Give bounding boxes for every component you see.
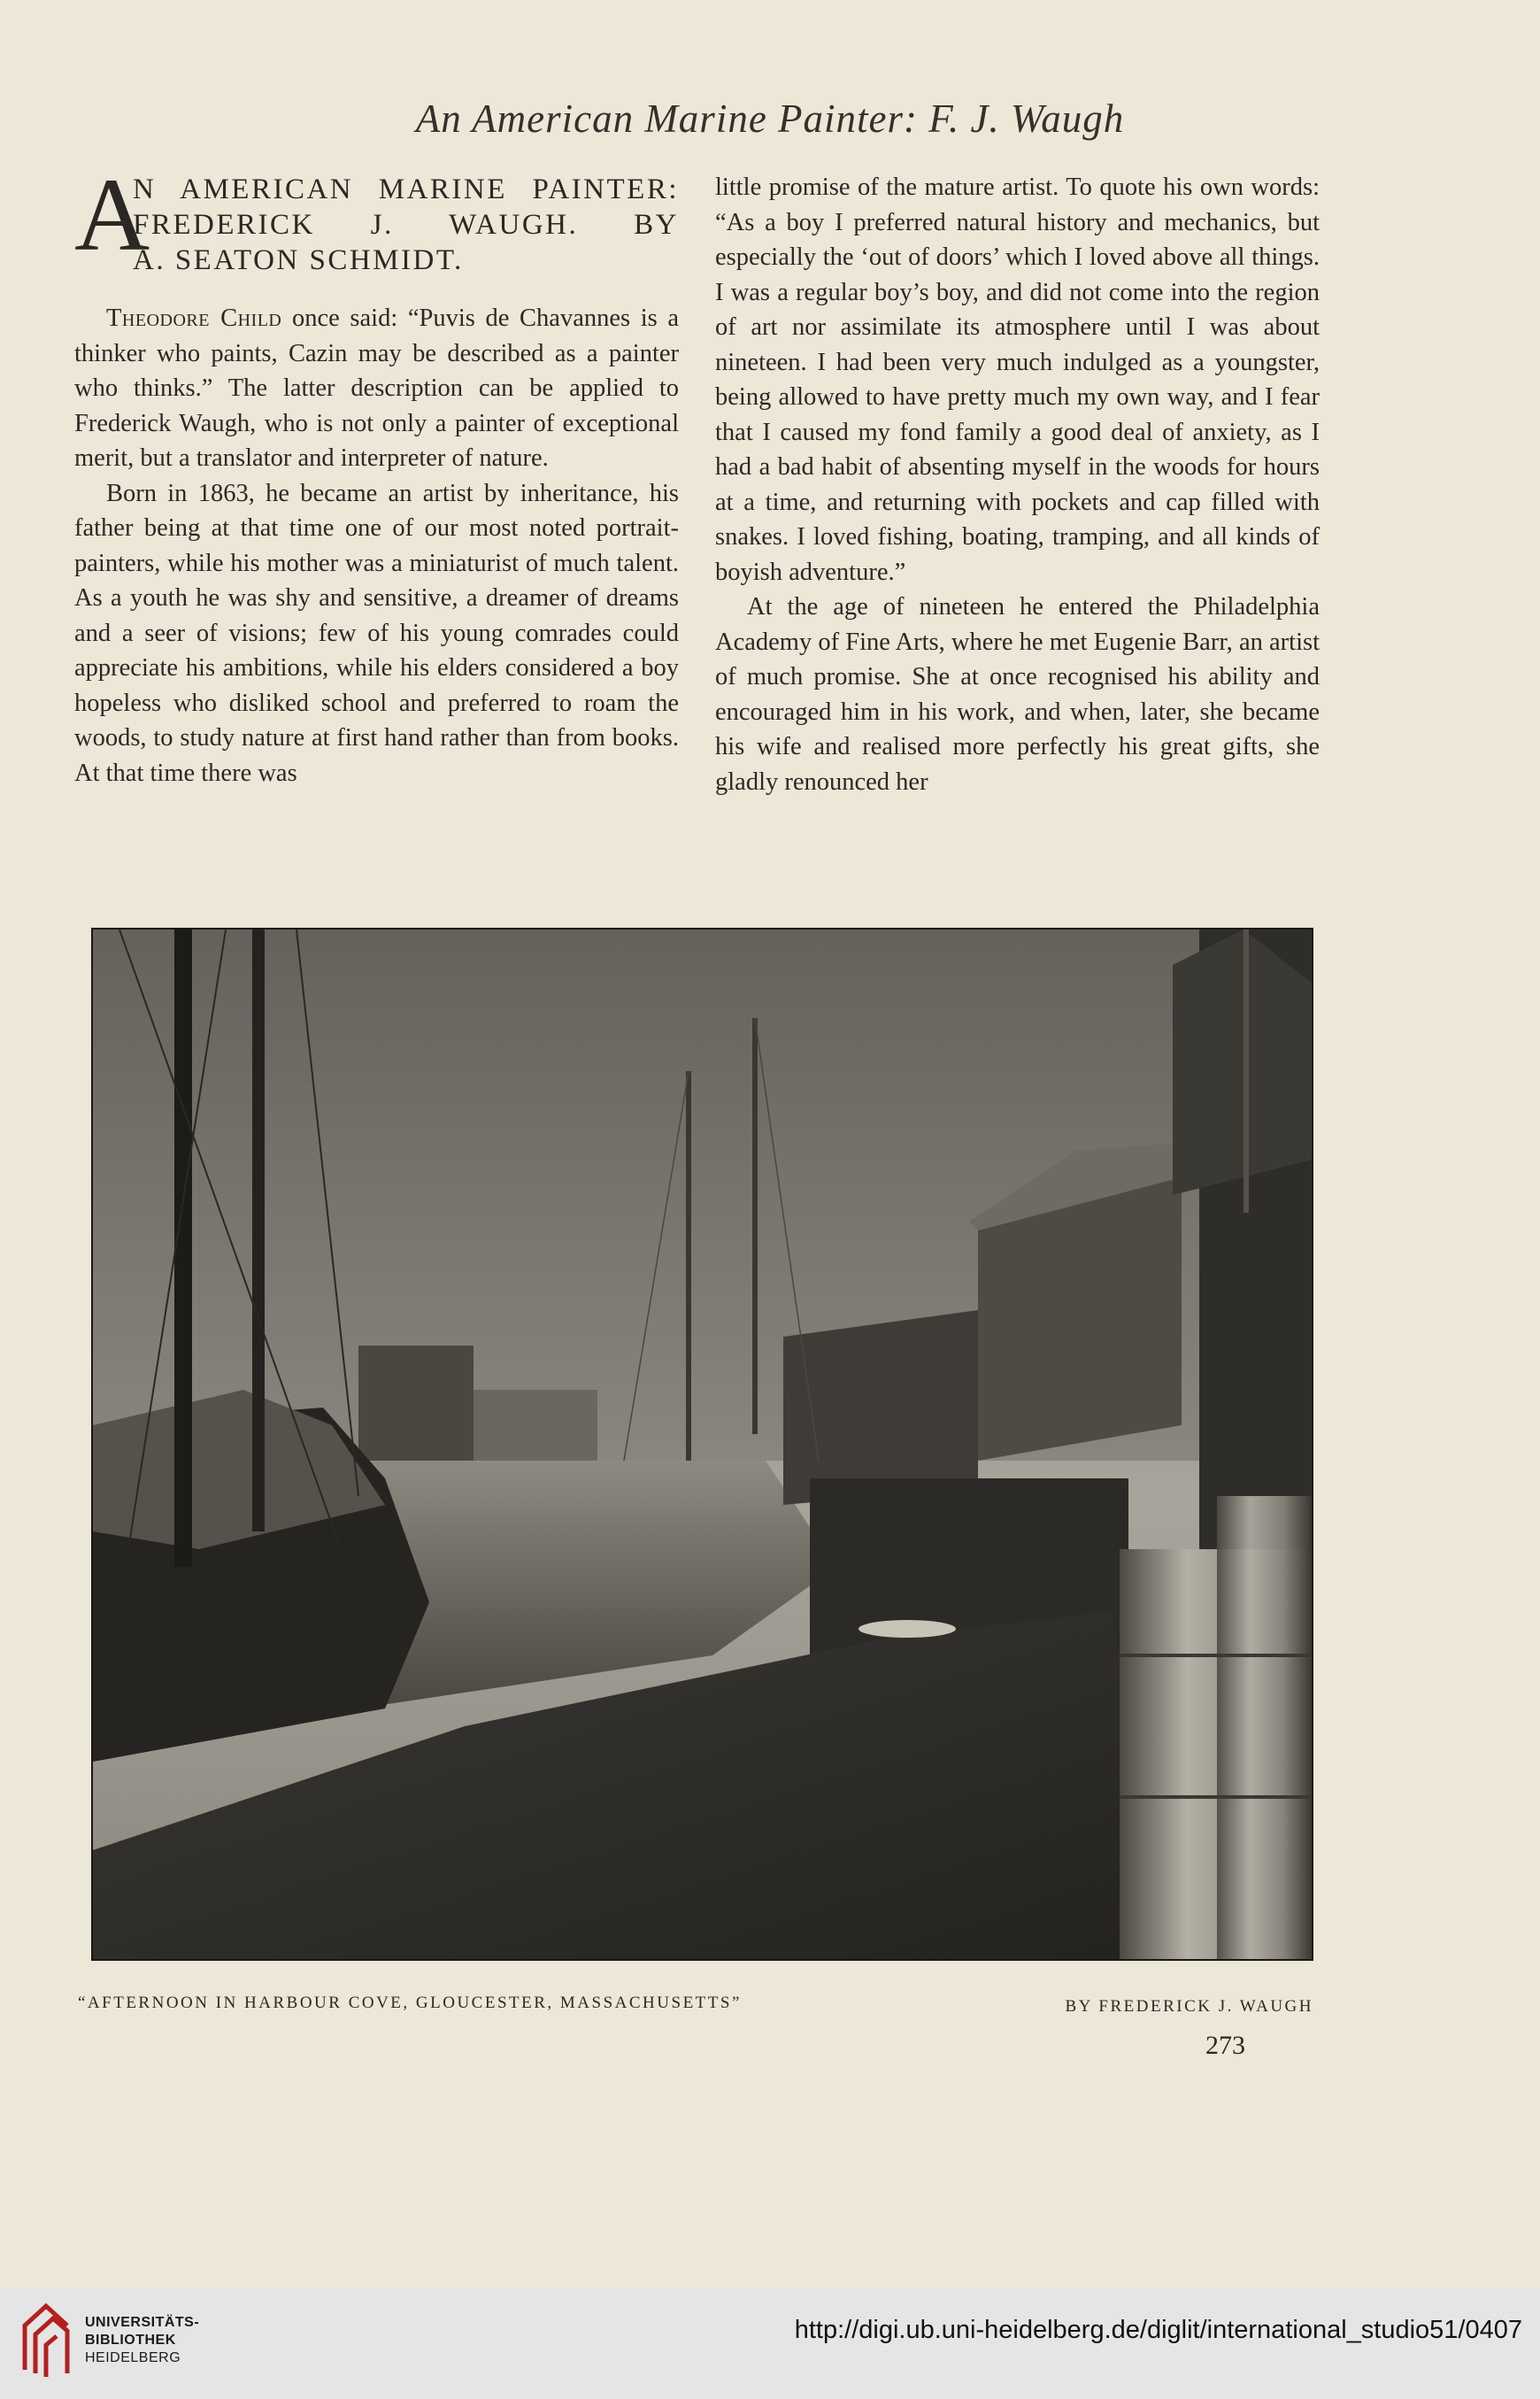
- article-heading: [74, 157, 679, 301]
- figure-credit: BY FREDERICK J. WAUGH: [1065, 1997, 1313, 2016]
- paragraph: [74, 301, 679, 476]
- library-name-line-3: HEIDELBERG: [85, 2350, 181, 2365]
- left-column: [74, 157, 679, 791]
- paragraph-text: once said: “Puvis de Chavannes is a thinker who paints, Cazin may be described as a painter who thinks.” The latter description can be applied to Frederick Waugh, who is not only a painter of exceptional merit, but a translator and interpreter of nature.: [74, 305, 679, 472]
- painting-illustration: [91, 928, 1313, 1961]
- title-line-3: A. SEATON SCHMIDT.: [133, 244, 464, 276]
- harbour-painting-image: [93, 930, 1312, 1959]
- paragraph: At the age of nineteen he entered the Philadelphia Academy of Fine Arts, where he met Eugenie Barr, an artist of much promise. She at once recognised his ability and encouraged him in his work, and when, later, she became his wife and realised more perfectly his great gifts, she gladly renounced her: [715, 593, 1320, 796]
- figure-caption: “AFTERNOON IN HARBOUR COVE, GLOUCESTER, MASSACHUSETTS”: [78, 1994, 742, 2012]
- running-head: An American Marine Painter: F. J. Waugh: [415, 96, 1125, 141]
- drop-cap: A: [74, 157, 152, 273]
- page-number: 273: [1205, 2031, 1245, 2060]
- library-logo-icon: [19, 2299, 73, 2379]
- library-name-line-2: BIBLIOTHEK: [85, 2333, 176, 2348]
- source-url-link[interactable]: http://digi.ub.uni-heidelberg.de/diglit/international_studio51/0407: [794, 2316, 1522, 2344]
- paragraph: little promise of the mature artist. To quote his own words: “As a boy I preferred natural history and mechanics, but especially the ‘out of doors’ which I loved above all things. I was a regular boy’s boy, and did not come into the region of art nor assimilate its atmosphere until I was about nineteen. I had been very much indulged as a youngster, being allowed to have pretty much my own way, and I fear that I caused my fond family a good deal of anxiety, as I had a bad habit of absenting myself in the woods for hours at a time, and returning with pockets and cap filled with snakes. I loved fishing, boating, tramping, and all kinds of boyish adventure.”: [715, 174, 1320, 586]
- paragraph: Born in 1863, he became an artist by inheritance, his father being at that time one of our most noted portrait-painters, while his mother was a miniaturist of much talent. As a youth he was shy and sensitive, a dreamer of dreams and a seer of visions; few of his young comrades could appreciate his ambitions, while his elders considered a boy hopeless who disliked school and preferred to roam the woods, to study nature at first hand rather than from books. At that time there was: [74, 479, 679, 787]
- library-name: [85, 2314, 199, 2367]
- right-column: [715, 170, 1320, 799]
- title-line-2: FREDERICK J. WAUGH. BY: [133, 209, 679, 241]
- title-line-1: N AMERICAN MARINE PAINTER:: [133, 174, 679, 205]
- article-title: [133, 172, 679, 278]
- library-name-line-1: UNIVERSITÄTS-: [85, 2315, 200, 2330]
- name-smallcaps: Theodore Child: [106, 305, 282, 332]
